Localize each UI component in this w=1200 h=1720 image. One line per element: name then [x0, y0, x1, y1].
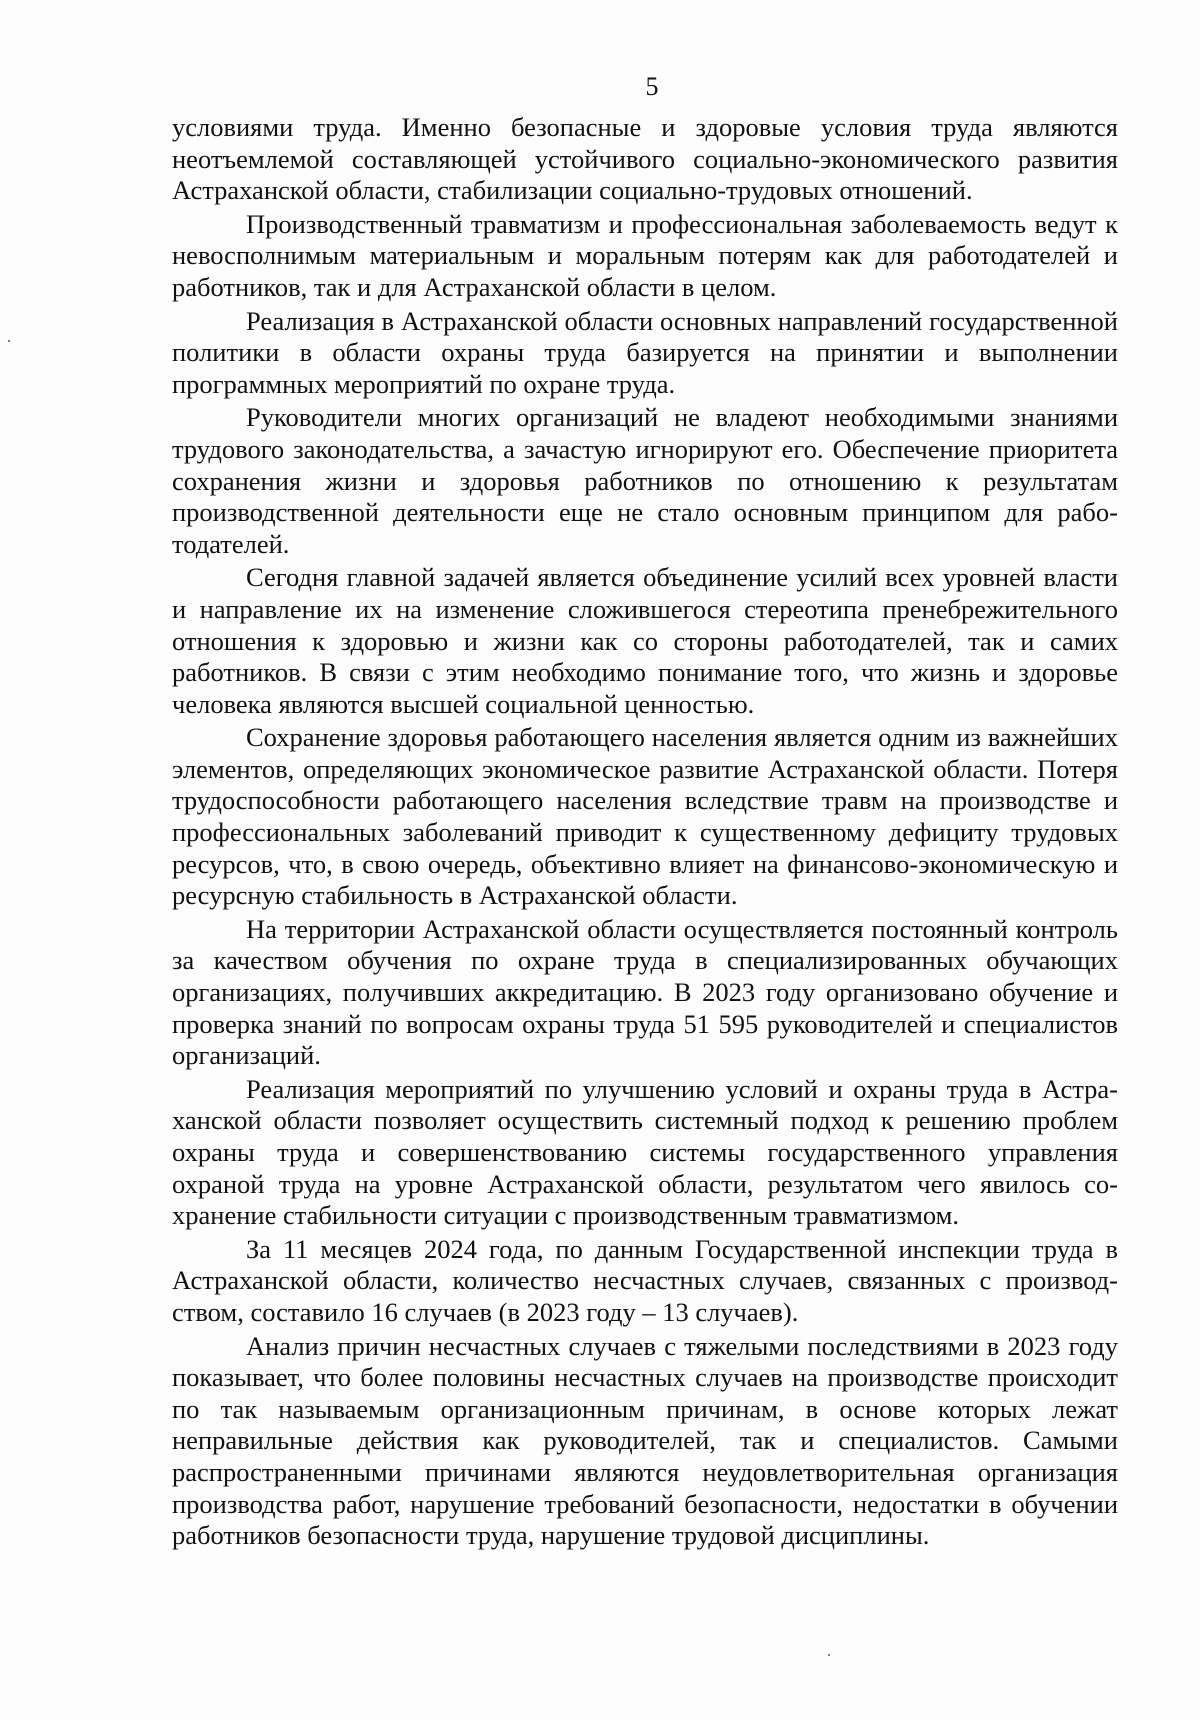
paragraph-1: условиями труда. Именно безопасные и здоровые условия труда являются неотъемлемой составляющей устойчивого социально-экономического развития Астраханской области, стабилизации социально-трудовых отношений.	[172, 112, 1118, 206]
paragraph-2: Производственный травматизм и профессиональная заболеваемость ведут к невосполнимым материальным и моральным потерям как для работодателей и работников, так и для Астраханской области в целом.	[172, 208, 1118, 302]
paragraph-7: На территории Астраханской области осуществляется постоянный контроль за качеством обучения по охране труда в специализированных обучающих организациях, получивших аккредитацию. В 2023 году организовано обучение и проверка знаний по вопросам охраны труда 51 595 руководителей и специалистов организаций.	[172, 913, 1118, 1071]
paragraph-6: Сохранение здоровья работающего населения является одним из важнейших элементов, определяющих экономическое развитие Астраханской области. Потеря трудоспособности работающего населения вследствие травм на производстве и профессиональных заболеваний приводит к существенному дефициту трудовых ресурсов, что, в свою очередь, объективно влияет на финансово-экономическую и ресурсную стабильность в Астраханской области.	[172, 722, 1118, 911]
paragraph-5: Сегодня главной задачей является объединение усилий всех уровней власти и направление их на изменение сложившегося стереотипа пренебрежительного отношения к здоровью и жизни как со стороны работодателей, так и самих работников. В связи с этим необходимо понимание того, что жизнь и здоровье человека являются высшей социальной ценностью.	[172, 562, 1118, 719]
scan-speck	[8, 340, 10, 342]
page-number: 5	[645, 72, 659, 101]
paragraph-3: Реализация в Астраханской области основных направлений государственной политики в области охраны труда базируется на принятии и выполнении программных мероприятий по охране труда.	[172, 305, 1118, 399]
paragraph-9: За 11 месяцев 2024 года, по данным Государственной инспекции труда в Астраханской области, количество несчастных случаев, связанных с производством, составило 16 случаев (в 2023 году – 13 случаев).	[172, 1233, 1118, 1327]
paragraph-8: Реализация мероприятий по улучшению условий и охраны труда в Астраханской области позволяет осуществить системный подход к решению проблем охраны труда и совершенствованию системы государственного управления охраной труда на уровне Астраханской области, результатом чего явилось сохранение стабильности ситуации с производственным травматизмом.	[172, 1073, 1118, 1231]
paragraph-10: Анализ причин несчастных случаев с тяжелыми последствиями в 2023 году показывает, что более половины несчастных случаев на производстве происходит по так называемым организационным причинам, в основе которых лежат неправильные действия как руководителей, так и специалистов. Самыми распространенными причинами являются неудовлетворительная организация производства работ, нарушение требований безопасности, недостатки в обучении работников безопасности труда, нарушение трудовой дисциплины.	[172, 1330, 1118, 1551]
scan-speck	[828, 1654, 830, 1656]
document-body	[172, 112, 1118, 1552]
paragraph-4: Руководители многих организаций не владеют необходимыми знаниями трудового законодательства, а зачастую игнорируют его. Обеспечение приоритета сохранения жизни и здоровья работников по отношению к результатам производственной деятельности еще не стало основным принципом для работодателей.	[172, 402, 1118, 559]
